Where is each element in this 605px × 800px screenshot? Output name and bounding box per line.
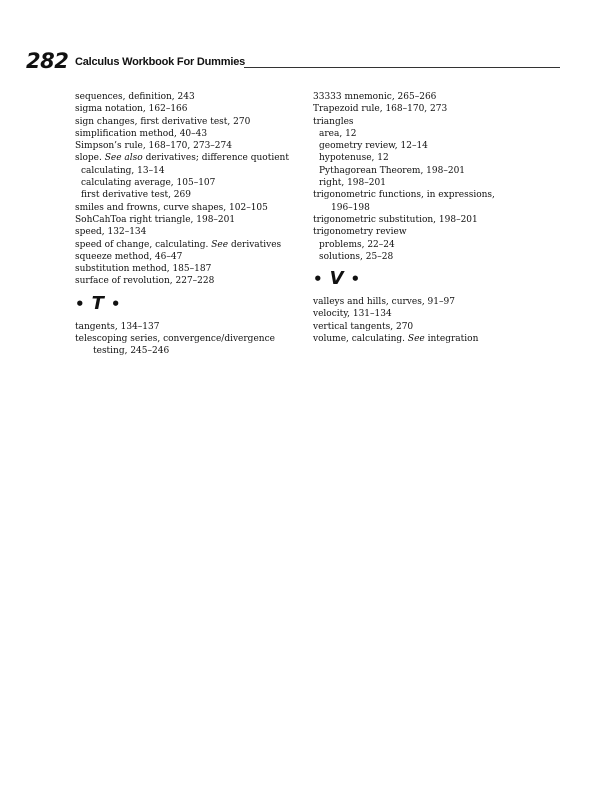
bullet-icon: • <box>350 270 361 289</box>
cross-reference-label: See <box>211 239 229 250</box>
header-rule <box>244 67 560 68</box>
index-entry: SohCahToa right triangle, 198–201 <box>75 214 236 225</box>
page-number: 282 <box>26 49 69 73</box>
index-entry: vertical tangents, 270 <box>313 321 414 332</box>
index-subentry: first derivative test, 269 <box>81 190 191 201</box>
index-entry: telescoping series, convergence/divergence <box>75 334 275 345</box>
index-entry: sigma notation, 162–166 <box>75 104 188 115</box>
index-column-left <box>75 91 297 358</box>
index-entry: trigonometric substitution, 198–201 <box>313 214 478 225</box>
index-entry: 33333 mnemonic, 265–266 <box>313 92 437 102</box>
index-entry <box>75 152 297 164</box>
index-entry: valleys and hills, curves, 91–97 <box>313 297 455 308</box>
entry-term: slope. <box>75 153 102 164</box>
bullet-icon: • <box>110 294 121 313</box>
index-subentry: Pythagorean Theorem, 198–201 <box>319 165 466 176</box>
index-entry-continuation: 196–198 <box>331 202 370 213</box>
bullet-icon: • <box>75 294 85 313</box>
cross-reference-label: See <box>407 334 425 345</box>
index-subentry: problems, 22–24 <box>319 239 395 250</box>
index-entry <box>75 239 297 251</box>
index-entry-continuation: testing, 245–246 <box>93 346 170 357</box>
index-subentry: area, 12 <box>319 128 357 139</box>
index-entry: sequences, definition, 243 <box>75 92 195 102</box>
index-entry: simplification method, 40–43 <box>75 128 208 139</box>
section-letter-v <box>313 269 535 289</box>
index-entry: velocity, 131–134 <box>313 309 392 320</box>
index-entry: squeeze method, 46–47 <box>75 251 183 262</box>
cross-reference-target: derivatives; difference quotient <box>145 153 289 164</box>
entry-term: volume, calculating. <box>313 334 406 345</box>
index-subentry: calculating, 13–14 <box>81 165 165 176</box>
section-letter-t <box>75 294 297 314</box>
index-entry: triangles <box>313 116 354 127</box>
index-entry: Simpson’s rule, 168–170, 273–274 <box>75 141 232 152</box>
index-entry: substitution method, 185–187 <box>75 264 212 275</box>
index-entry: trigonometry review <box>313 227 407 238</box>
index-subentry: geometry review, 12–14 <box>319 141 428 152</box>
index-entry <box>313 333 535 345</box>
index-entry: Trapezoid rule, 168–170, 273 <box>313 104 448 115</box>
index-subentry: right, 198–201 <box>319 178 386 189</box>
index-entry: trigonometric functions, in expressions, <box>313 190 495 201</box>
entry-term: speed of change, calculating. <box>75 239 209 250</box>
cross-reference-target: derivatives <box>230 239 282 250</box>
index-entry: speed, 132–134 <box>75 227 147 238</box>
section-letter: V <box>329 268 344 290</box>
index-entry: sign changes, first derivative test, 270 <box>75 116 251 127</box>
cross-reference-label: See also <box>104 153 143 164</box>
bullet-icon: • <box>313 270 323 289</box>
index-subentry: solutions, 25–28 <box>319 251 394 262</box>
index-subentry: calculating average, 105–107 <box>81 178 216 189</box>
cross-reference-target: integration <box>427 334 479 345</box>
page-header <box>26 48 536 74</box>
section-letter: T <box>91 292 104 314</box>
index-subentry: hypotenuse, 12 <box>319 153 389 164</box>
index-entry: tangents, 134–137 <box>75 321 160 332</box>
index-column-right <box>313 91 535 345</box>
book-title: Calculus Workbook For Dummies <box>75 56 246 68</box>
index-entry: surface of revolution, 227–228 <box>75 276 215 287</box>
index-entry: smiles and frowns, curve shapes, 102–105 <box>75 202 268 213</box>
